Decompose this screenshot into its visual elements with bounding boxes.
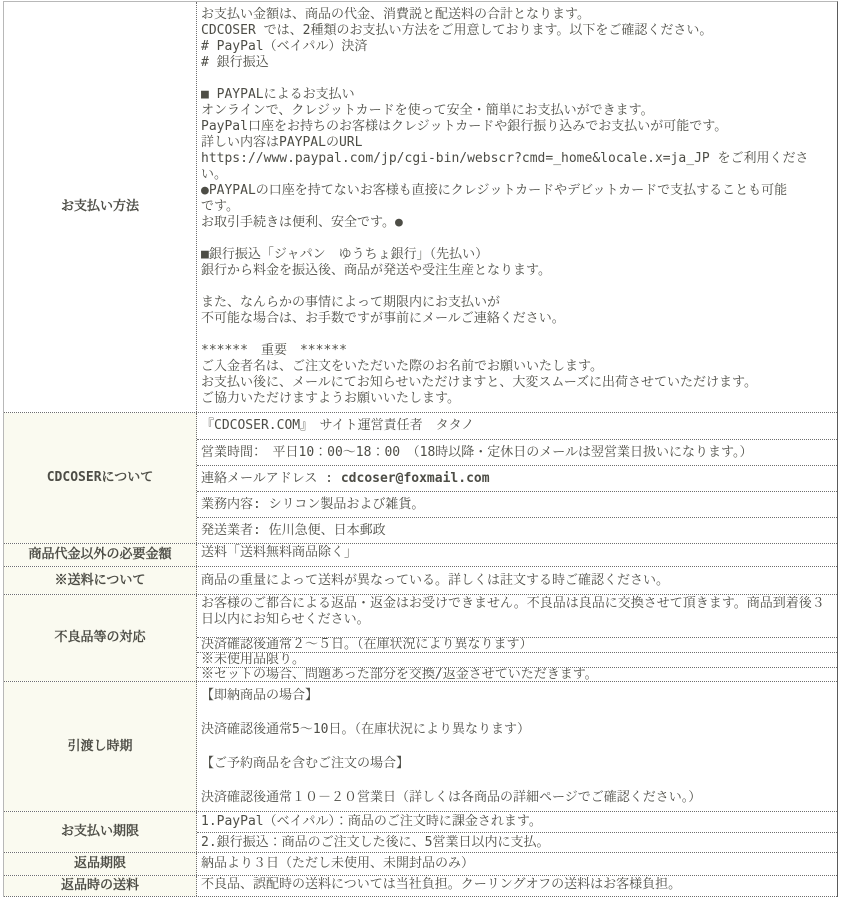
content-cell xyxy=(197,465,837,491)
text-line: 納品より３日（ただし未使用、未開封品のみ） xyxy=(201,856,475,871)
blank-line xyxy=(201,704,833,721)
row-content-about-cdcoser xyxy=(197,413,837,543)
row-header-about-cdcoser: CDCOSERについて xyxy=(4,413,197,543)
row-header-return-shipping: 返品時の送料 xyxy=(4,876,197,896)
section-payment-method xyxy=(4,2,837,413)
text-line: 不良品、誤配時の送料については当社負担。クーリングオフの送料はお客様負担。 xyxy=(201,877,682,892)
row-header-shipping-note: ※送料について xyxy=(4,567,197,594)
content-cell xyxy=(197,876,837,894)
content-cell xyxy=(197,413,837,439)
blank-line xyxy=(201,327,833,343)
content-cell xyxy=(197,517,837,543)
section-payment-deadline xyxy=(4,812,837,853)
text-line: また、なんらかの事情によって期限内にお支払いが xyxy=(201,295,501,310)
text-line: ご入金者名は、ご注文をいただいた際のお名前でお願いいたします。 xyxy=(201,359,603,374)
text-line: 発送業者: 佐川急便、日本郵政 xyxy=(201,522,386,538)
content-cell xyxy=(197,652,837,667)
section-return-deadline xyxy=(4,853,837,876)
row-content-shipping-note xyxy=(197,567,837,594)
section-return-shipping xyxy=(4,876,837,897)
text-line: 不可能な場合は、お手数ですが事前にメールご連絡ください。 xyxy=(201,311,565,326)
text-line: 銀行から料金を振込後、商品が発送や受注生産となります。 xyxy=(201,263,551,278)
text-line: https://www.paypal.com/jp/cgi-bin/webscr?cmd=_home&locale.x=ja_JP をご利用ください。 xyxy=(201,151,809,182)
blank-line xyxy=(201,738,833,755)
text-line: 【即納商品の場合】 xyxy=(201,688,319,703)
row-header-payment-method: お支払い方法 xyxy=(4,2,197,412)
section-defective-items xyxy=(4,595,837,682)
text-line: お客様のご都合による返品・返金はお受けできません。不良品は良品に交換させて頂きます。商品到着後３日以内にお知らせください。 xyxy=(201,596,825,627)
text-line: お支払い後に、メールにてお知らせいただけますと、大変スムーズに出荷させていただけます。 xyxy=(201,375,758,390)
text-line: 送料「送料無料商品除く」 xyxy=(201,545,358,560)
row-content-extra-fees xyxy=(197,544,837,566)
content-cell xyxy=(197,832,837,852)
row-content-defective-items xyxy=(197,595,837,681)
text-line: 決済確認後通常１０－２０営業日（詳しくは各商品の詳細ページでご確認ください。） xyxy=(201,790,702,805)
content-cell xyxy=(197,667,837,681)
content-cell xyxy=(197,439,837,465)
row-content-return-deadline xyxy=(197,853,837,875)
blank-line xyxy=(201,279,833,295)
text-line: ****** 重要 ****** xyxy=(201,343,347,358)
content-cell xyxy=(197,567,837,594)
blank-line xyxy=(201,772,833,789)
text-line: 営業時間： 平日10：00～18：00 （18時以降・定休日のメールは翌営業日扱いになります。） xyxy=(201,444,753,460)
text-line: ※セットの場合、問題あった部分を交換/返金させていただきます。 xyxy=(201,667,598,681)
content-cell xyxy=(197,682,837,811)
blank-line xyxy=(201,231,833,247)
text-line: お支払い金額は、商品の代金、消費説と配送料の合計となります。 xyxy=(201,7,590,22)
section-delivery-time xyxy=(4,682,837,812)
text-line: 商品の重量によって送料が異なっている。詳しくは註文する時ご確認ください。 xyxy=(201,572,670,588)
text-line: ●PAYPALの口座を持てないお客様も直接にクレジットカードやデビットカードで支払することも可能 xyxy=(201,183,788,198)
text-line: ※未使用品限り。 xyxy=(201,652,306,667)
text-line: です。 xyxy=(201,199,239,214)
email-address: cdcoser@foxmail.com xyxy=(340,470,490,486)
text-line: ご協力いただけますようお願いいたします。 xyxy=(201,391,460,406)
text-line xyxy=(201,471,833,487)
row-content-payment-deadline xyxy=(197,812,837,852)
info-table xyxy=(3,1,838,897)
text-line: 業務内容: シリコン製品および雑貨。 xyxy=(201,496,425,512)
row-header-return-deadline: 返品期限 xyxy=(4,853,197,875)
content-cell xyxy=(197,2,837,412)
text-line: 【ご予約商品を含むご注文の場合】 xyxy=(201,756,410,771)
text-line: CDCOSER では、2種類のお支払い方法をご用意しております。以下をご確認ください。 xyxy=(201,23,713,38)
text-line: PayPal口座をお持ちのお客様はクレジットカードや銀行振り込みでお支払いが可能です。 xyxy=(201,119,728,134)
text-line: 1.PayPal（ベイパル）：商品のご注文時に課金されます。 xyxy=(201,814,542,829)
text-line: お取引手続きは便利、安全です。● xyxy=(201,215,403,230)
text-line: ■銀行振込「ジャパン ゆうちょ銀行」（先払い） xyxy=(201,247,489,262)
row-content-payment-method xyxy=(197,2,837,412)
section-about-cdcoser xyxy=(4,413,837,544)
section-extra-fees xyxy=(4,544,837,567)
text-line: オンラインで、クレジットカードを使って安全・簡単にお支払いができます。 xyxy=(201,103,654,118)
row-header-extra-fees: 商品代金以外の必要金額 xyxy=(4,544,197,566)
row-header-delivery-time: 引渡し時期 xyxy=(4,682,197,811)
text-line: 2.銀行振込：商品のご注文した後に、5営業日以内に支払。 xyxy=(201,835,550,850)
section-shipping-note xyxy=(4,567,837,595)
text-line: ■ PAYPALによるお支払い xyxy=(201,87,355,102)
row-content-delivery-time xyxy=(197,682,837,811)
content-cell xyxy=(197,544,837,562)
text-line: 決済確認後通常5～10日。（在庫状況により異なります） xyxy=(201,722,530,737)
text-segment: 連絡メールアドレス : xyxy=(201,470,341,486)
content-cell xyxy=(197,637,837,652)
row-content-return-shipping xyxy=(197,876,837,896)
text-line: 詳しい内容はPAYPALのURL xyxy=(201,135,363,150)
blank-line xyxy=(201,71,833,87)
text-line: # 銀行振込 xyxy=(201,55,269,70)
row-header-defective-items: 不良品等の対応 xyxy=(4,595,197,681)
text-line: # PayPal（ベイパル）決済 xyxy=(201,39,368,54)
text-line: 決済確認後通常２～５日。（在庫状況により異なります） xyxy=(201,637,533,652)
text-line: 『CDCOSER.COM』 サイト運営責任者 タタノ xyxy=(201,418,475,433)
row-header-payment-deadline: お支払い期限 xyxy=(4,812,197,852)
content-cell xyxy=(197,595,837,637)
content-cell xyxy=(197,812,837,832)
content-cell xyxy=(197,853,837,875)
content-cell xyxy=(197,491,837,517)
